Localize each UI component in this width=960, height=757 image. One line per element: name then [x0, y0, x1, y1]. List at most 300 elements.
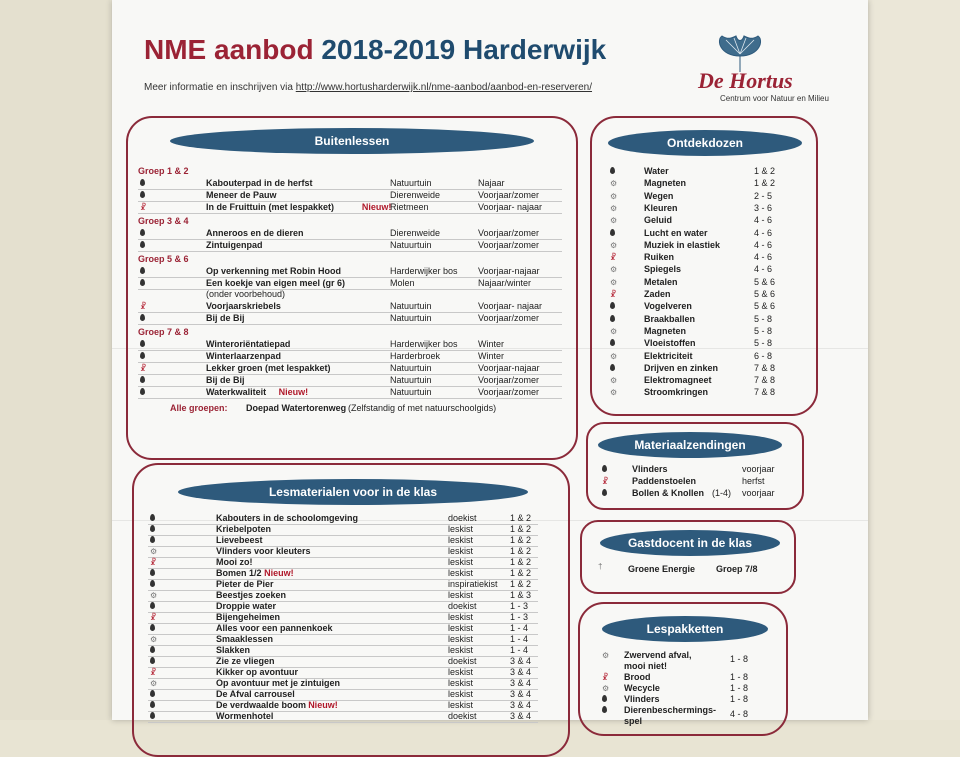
lespakketten-header: Lespakketten: [602, 616, 768, 642]
group-label: Groep 3 & 4: [138, 216, 189, 226]
item-season: Voorjaar- najaar: [478, 301, 543, 311]
item-groups: 1 & 2: [754, 166, 776, 176]
water-drop-icon: [610, 229, 617, 238]
water-drop-shape: [150, 701, 155, 708]
item-groups: 4 - 8: [730, 709, 749, 719]
water-drop-icon: [140, 179, 147, 188]
item-season: Najaar/winter: [478, 278, 532, 288]
list-item: [138, 387, 562, 399]
list-item: [590, 683, 770, 694]
item-name: Vlinders: [624, 694, 660, 704]
info-prefix: Meer informatie en inschrijven via: [144, 82, 293, 93]
item-name: Lievebeest: [216, 535, 263, 545]
item-groups: 3 & 4: [510, 656, 532, 666]
list-item: [138, 178, 562, 190]
item-name: Voorjaarskriebels: [206, 301, 281, 311]
water-drop-shape: [140, 279, 145, 286]
item-groups: 4 - 6: [754, 227, 773, 238]
item-groups: 1 - 4: [510, 645, 529, 655]
water-drop-icon: [140, 229, 147, 238]
water-drop-icon: [150, 646, 157, 655]
new-badge: Nieuw!: [308, 700, 338, 710]
water-drop-icon: [150, 514, 157, 523]
item-name: Mooi zo!: [216, 557, 253, 567]
item-name: Muziek in elastiek: [644, 239, 721, 250]
list-item: [602, 277, 792, 288]
list-item: [602, 264, 792, 275]
item-name: Smaaklessen: [216, 634, 274, 644]
item-name: Bij de Bij: [206, 375, 245, 385]
item-name: Brood: [624, 672, 651, 682]
buitenlessen-panel: [126, 116, 578, 460]
water-drop-shape: [150, 624, 155, 631]
water-drop-icon: [610, 315, 617, 324]
item-groups: 5 & 6: [754, 289, 776, 299]
item-type: leskist: [448, 568, 474, 578]
person-icon: ☧: [150, 613, 157, 622]
gear-icon: ⚙: [610, 203, 618, 213]
lespakketten-panel: [578, 602, 788, 736]
item-name: Bollen & Knollen: [632, 488, 704, 498]
list-item: [602, 326, 792, 337]
gear-icon: ⚙: [610, 216, 618, 226]
water-drop-icon: [150, 690, 157, 699]
item-groups: 1 & 2: [510, 524, 532, 534]
water-drop-shape: [602, 489, 607, 496]
item-name-cont: mooi niet!: [624, 661, 667, 671]
item-name: In de Fruittuin (met lespakket): [206, 202, 335, 212]
list-item: [602, 191, 792, 202]
water-drop-icon: [610, 167, 617, 176]
list-item: [602, 228, 792, 239]
item-place: Natuurtuin: [390, 240, 432, 250]
item-groups: (1-4): [712, 488, 732, 498]
gear-icon: ⚙: [610, 240, 618, 250]
item-name: Anneroos en de dieren: [206, 228, 304, 238]
item-groups: 3 & 4: [510, 689, 532, 699]
item-name: Vloeistoffen: [644, 338, 696, 349]
water-drop-shape: [610, 229, 615, 236]
water-drop-shape: [610, 364, 615, 371]
item-name: Slakken: [216, 645, 251, 655]
item-name: Op verkenning met Robin Hood: [206, 266, 342, 276]
list-item: [138, 266, 562, 278]
list-item: [148, 711, 538, 723]
list-item: [138, 313, 562, 325]
buitenlessen-header: Buitenlessen: [170, 128, 534, 154]
item-type: leskist: [448, 557, 474, 567]
gear-icon: ⚙: [150, 635, 158, 644]
water-drop-shape: [150, 569, 155, 576]
materiaalzendingen-panel: [586, 422, 804, 510]
item-name: Braakballen: [644, 313, 696, 324]
item-groups: 1 & 2: [510, 579, 532, 589]
item-type: doekist: [448, 513, 477, 523]
item-groups: 4 - 6: [754, 264, 773, 275]
water-drop-icon: [140, 376, 147, 385]
item-name: Magneten: [644, 178, 687, 189]
gastdocent-name: Groene Energie: [628, 564, 696, 574]
item-name: Metalen: [644, 276, 678, 287]
page-title: [144, 34, 606, 66]
item-name: Lekker groen (met lespakket): [206, 363, 331, 373]
item-groups: 7 & 8: [754, 375, 776, 386]
list-item: [602, 289, 792, 300]
gear-icon: ⚙: [150, 679, 158, 688]
item-type: leskist: [448, 634, 474, 644]
water-drop-icon: [140, 314, 147, 323]
list-item: [590, 672, 770, 683]
item-groups: 3 & 4: [510, 700, 532, 710]
water-drop-shape: [150, 536, 155, 543]
person-icon: ☧: [602, 477, 609, 486]
item-name: Lucht en water: [644, 227, 708, 238]
water-drop-icon: [150, 624, 157, 633]
gear-icon: ⚙: [610, 376, 618, 386]
list-item: [138, 278, 562, 290]
water-drop-icon: [150, 580, 157, 589]
item-name: Zie ze vliegen: [216, 656, 275, 666]
water-drop-shape: [140, 191, 145, 198]
list-item: [138, 240, 562, 252]
person-icon: ☧: [610, 290, 617, 299]
item-place: Molen: [390, 278, 415, 288]
water-drop-shape: [150, 646, 155, 653]
item-place: Dierenweide: [390, 190, 441, 200]
item-name: Wegen: [644, 190, 674, 201]
water-drop-shape: [140, 376, 145, 383]
item-name: Magneten: [644, 325, 687, 336]
wall-right: [865, 0, 960, 720]
list-item: [602, 338, 792, 349]
item-name: Kriebelpoten: [216, 524, 272, 534]
person-icon: ☧: [140, 364, 147, 373]
list-item: [602, 240, 792, 251]
item-name: Vogelveren: [644, 301, 692, 312]
item-name: Zwervend afval,: [624, 650, 692, 660]
info-link[interactable]: http://www.hortusharderwijk.nl/nme-aanbod/aanbod-en-reserveren/: [295, 82, 593, 93]
item-groups: 1 - 4: [510, 623, 529, 633]
water-drop-shape: [150, 580, 155, 587]
water-drop-icon: [140, 191, 147, 200]
item-name: Waterkwaliteit: [206, 387, 267, 397]
person-icon: ☧: [602, 673, 609, 682]
water-drop-icon: [140, 267, 147, 276]
item-type: doekist: [448, 656, 477, 666]
item-type: inspiratiekist: [448, 579, 498, 589]
water-drop-shape: [140, 388, 145, 395]
lesmaterialen-panel: [132, 463, 570, 757]
materiaalzendingen-header: Materiaalzendingen: [598, 432, 782, 458]
water-drop-icon: [610, 339, 617, 348]
list-item: [598, 464, 788, 475]
list-item: [138, 228, 562, 240]
item-type: leskist: [448, 667, 474, 677]
item-groups: 4 - 6: [754, 252, 773, 263]
item-name: Alles voor een pannenkoek: [216, 623, 333, 633]
water-drop-shape: [602, 695, 607, 702]
water-drop-shape: [140, 241, 145, 248]
item-groups: 1 & 2: [510, 535, 532, 545]
item-season: Voorjaar-najaar: [478, 266, 540, 276]
gear-icon: ⚙: [150, 591, 158, 600]
item-name: Pieter de Pier: [216, 579, 274, 589]
list-item: [602, 252, 792, 263]
water-drop-icon: [150, 701, 157, 710]
item-season: Voorjaar/zomer: [478, 313, 540, 323]
water-drop-shape: [150, 690, 155, 697]
item-place: Natuurtuin: [390, 178, 432, 188]
item-groups: 5 & 6: [754, 276, 776, 287]
item-season: Najaar: [478, 178, 505, 188]
item-name: Kikker op avontuur: [216, 667, 299, 677]
list-item: [602, 178, 792, 189]
item-type: leskist: [448, 700, 474, 710]
list-item: [590, 705, 770, 719]
group-label: Groep 5 & 6: [138, 254, 189, 264]
water-drop-icon: [602, 695, 609, 704]
item-place: Natuurtuin: [390, 301, 432, 311]
item-groups: 1 & 2: [510, 568, 532, 578]
item-note: (onder voorbehoud): [206, 289, 286, 299]
item-name: Vlinders: [632, 464, 668, 474]
item-place: Natuurtuin: [390, 313, 432, 323]
water-drop-shape: [602, 706, 607, 713]
water-drop-shape: [140, 267, 145, 274]
list-item: [602, 203, 792, 214]
item-groups: 1 - 3: [510, 612, 529, 622]
gear-icon: ⚙: [602, 684, 610, 693]
item-groups: 1 - 8: [730, 672, 749, 682]
water-drop-icon: [610, 302, 617, 311]
item-type: doekist: [448, 601, 477, 611]
item-groups: 6 - 8: [754, 350, 773, 361]
item-place: Harderwijker bos: [390, 339, 458, 349]
item-name: Op avontuur met je zintuigen: [216, 678, 341, 688]
item-type: leskist: [448, 678, 474, 688]
list-item: [138, 339, 562, 351]
water-drop-shape: [150, 657, 155, 664]
lesmaterialen-header: Lesmaterialen voor in de klas: [178, 479, 528, 505]
item-season: Voorjaar/zomer: [478, 387, 540, 397]
item-groups: 1 & 3: [510, 590, 532, 600]
water-drop-shape: [140, 229, 145, 236]
water-drop-icon: [140, 340, 147, 349]
water-drop-icon: [140, 279, 147, 288]
gear-icon: ⚙: [610, 191, 618, 201]
item-groups: 1 & 2: [754, 178, 776, 189]
item-place: Natuurtuin: [390, 387, 432, 397]
ontdekdozen-header: Ontdekdozen: [608, 130, 802, 156]
water-drop-shape: [610, 315, 615, 322]
water-drop-shape: [150, 514, 155, 521]
gear-icon: ⚙: [602, 651, 610, 660]
list-item: [602, 314, 792, 325]
gear-icon: ⚙: [610, 265, 618, 275]
item-name: Elektriciteit: [644, 350, 693, 361]
list-item: [138, 301, 562, 313]
item-name: Bomen 1/2: [216, 568, 262, 578]
footer-name: Doepad Watertorenweg: [246, 403, 347, 413]
item-groups: 4 - 6: [754, 239, 773, 250]
list-item: [602, 301, 792, 312]
water-drop-shape: [150, 525, 155, 532]
item-groups: 5 & 6: [754, 301, 776, 312]
item-groups: 4 - 6: [754, 215, 773, 226]
list-item: [590, 650, 770, 664]
title-part2: 2018-2019 Harderwijk: [321, 34, 607, 65]
item-place: Harderwijker bos: [390, 266, 458, 276]
list-item: [602, 166, 792, 177]
item-groups: 5 - 8: [754, 338, 773, 349]
water-drop-icon: [140, 388, 147, 397]
list-item: [138, 363, 562, 375]
person-icon: ☧: [150, 558, 157, 567]
item-name: Kabouters in de schoolomgeving: [216, 513, 359, 523]
item-name: Water: [644, 166, 669, 176]
gear-icon: ⚙: [610, 388, 618, 398]
item-season: Voorjaar/zomer: [478, 375, 540, 385]
footer-label: Alle groepen:: [170, 403, 228, 413]
water-drop-shape: [610, 302, 615, 309]
wall-left: [0, 0, 110, 720]
item-name: Bijengeheimen: [216, 612, 281, 622]
item-groups: 1 - 4: [510, 634, 529, 644]
item-place: Natuurtuin: [390, 375, 432, 385]
water-drop-icon: [140, 241, 147, 250]
list-item: [602, 215, 792, 226]
water-drop-icon: [150, 657, 157, 666]
water-drop-shape: [150, 712, 155, 719]
list-item: [602, 387, 792, 398]
item-place: Natuurtuin: [390, 363, 432, 373]
list-item: [138, 202, 562, 214]
item-groups: 1 & 2: [510, 546, 532, 556]
item-groups: 3 & 4: [510, 667, 532, 677]
item-season: Voorjaar-najaar: [478, 363, 540, 373]
water-drop-icon: [150, 525, 157, 534]
water-drop-shape: [140, 340, 145, 347]
water-drop-icon: [140, 352, 147, 361]
hortus-logo: [698, 34, 848, 106]
item-name: Drijven en zinken: [644, 362, 719, 373]
gear-icon: ⚙: [610, 179, 618, 189]
item-name: Wecycle: [624, 683, 660, 693]
logo-subtitle: Centrum voor Natuur en Milieu: [720, 94, 829, 103]
new-badge: Nieuw!: [264, 568, 294, 578]
item-name: Stroomkringen: [644, 387, 709, 398]
water-drop-icon: [150, 602, 157, 611]
item-name: Elektromagneet: [644, 375, 712, 386]
item-name: Spiegels: [644, 264, 682, 275]
item-groups: 3 & 4: [510, 711, 532, 721]
water-drop-shape: [140, 179, 145, 186]
item-name: Bij de Bij: [206, 313, 245, 323]
item-place: Rietmeen: [390, 202, 429, 212]
list-item: [598, 476, 788, 487]
gastdocent-panel: [580, 520, 796, 594]
title-part1: NME aanbod: [144, 34, 314, 65]
gear-icon: ⚙: [610, 277, 618, 287]
item-groups: 1 - 8: [730, 654, 749, 664]
list-item: [590, 694, 770, 705]
item-name: De Afval carrousel: [216, 689, 295, 699]
item-groups: 1 - 8: [730, 694, 749, 704]
item-type: leskist: [448, 535, 474, 545]
gear-icon: ⚙: [610, 351, 618, 361]
item-type: doekist: [448, 711, 477, 721]
item-name: Wormenhotel: [216, 711, 274, 721]
ontdekdozen-panel: [590, 116, 818, 416]
lightbulb-icon: †: [598, 562, 603, 571]
item-season: voorjaar: [742, 488, 775, 498]
poster: [112, 0, 868, 726]
item-name: Dierenbeschermings-: [624, 705, 717, 715]
item-season: Voorjaar/zomer: [478, 190, 540, 200]
person-icon: ☧: [140, 302, 147, 311]
item-season: Voorjaar- najaar: [478, 202, 543, 212]
item-type: leskist: [448, 546, 474, 556]
list-item: [138, 351, 562, 363]
water-drop-icon: [150, 536, 157, 545]
list-item: [138, 190, 562, 202]
water-drop-shape: [602, 465, 607, 472]
gastdocent-header: Gastdocent in de klas: [600, 530, 780, 556]
item-groups: 5 - 8: [754, 313, 773, 324]
water-drop-icon: [610, 364, 617, 373]
item-name-cont: spel: [624, 716, 643, 726]
water-drop-shape: [140, 314, 145, 321]
item-type: leskist: [448, 612, 474, 622]
item-groups: 3 - 6: [754, 202, 773, 213]
new-badge: Nieuw!: [361, 202, 392, 212]
item-type: leskist: [448, 623, 474, 633]
item-name: Droppie water: [216, 601, 277, 611]
item-place: Harderbroek: [390, 351, 441, 361]
gear-icon: ⚙: [610, 326, 618, 336]
item-groups: 7 & 8: [754, 362, 776, 373]
item-season: herfst: [742, 476, 765, 486]
person-icon: ☧: [140, 203, 147, 212]
new-badge: Nieuw!: [278, 387, 309, 397]
item-type: leskist: [448, 645, 474, 655]
item-type: leskist: [448, 524, 474, 534]
item-name: Beestjes zoeken: [216, 590, 287, 600]
water-drop-shape: [610, 167, 615, 174]
logo-name: De Hortus: [698, 68, 793, 93]
water-drop-shape: [140, 352, 145, 359]
item-season: Winter: [478, 339, 505, 349]
list-item: [602, 363, 792, 374]
person-icon: ☧: [150, 668, 157, 677]
water-drop-shape: [610, 339, 615, 346]
group-label: Groep 1 & 2: [138, 166, 189, 176]
item-type: leskist: [448, 590, 474, 600]
group-label: Groep 7 & 8: [138, 327, 189, 337]
item-groups: 1 - 3: [510, 601, 529, 611]
water-drop-icon: [150, 569, 157, 578]
item-season: Voorjaar/zomer: [478, 240, 540, 250]
list-item: [602, 351, 792, 362]
item-season: voorjaar: [742, 464, 775, 474]
item-groups: 2 - 5: [754, 190, 773, 201]
item-name: Ruiken: [644, 252, 675, 263]
gastdocent-groups: Groep 7/8: [716, 564, 758, 574]
item-name: Geluid: [644, 215, 673, 226]
item-name: Kabouterpad in de herfst: [206, 178, 313, 188]
item-name: Zintuigenpad: [206, 240, 263, 250]
item-type: leskist: [448, 689, 474, 699]
